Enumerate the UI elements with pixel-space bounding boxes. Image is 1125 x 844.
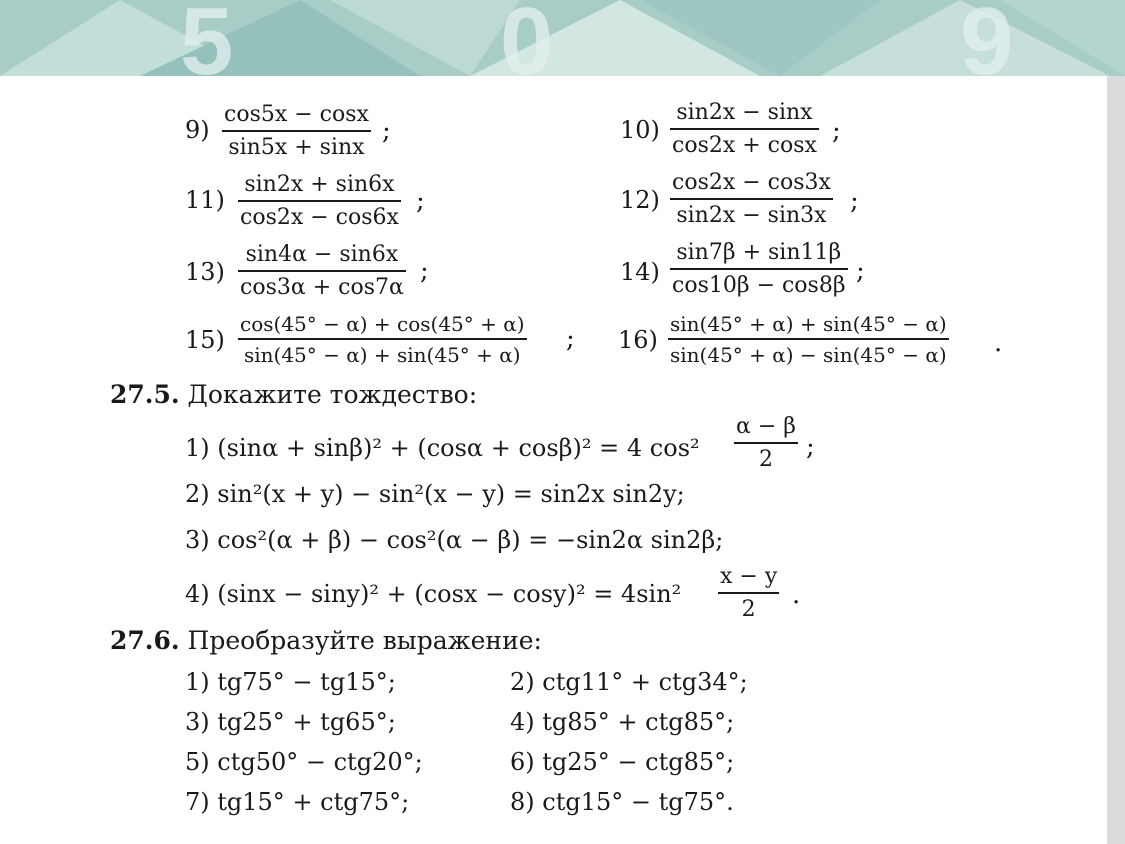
fraction — [238, 314, 527, 365]
numerator: cos2x − cos3x — [672, 170, 831, 195]
svg-text:9: 9 — [960, 0, 1014, 76]
svg-text:0: 0 — [500, 0, 554, 76]
fraction — [670, 172, 833, 227]
section-title: Докажите тождество: — [187, 380, 478, 409]
numerator: sin4α − sin6x — [245, 242, 399, 267]
header-banner — [0, 0, 1125, 76]
exercise-item: 2) ctg11° + ctg34°; — [510, 668, 748, 696]
denominator: cos2x + cosx — [672, 133, 817, 158]
numerator: sin7β + sin11β — [676, 240, 842, 265]
identity-3: 3) cos²(α + β) − cos²(α − β) = −sin2α sin2β; — [185, 526, 724, 554]
numerator: sin(45° + α) + sin(45° − α) — [670, 312, 947, 336]
exercise-item: 3) tg25° + tg65°; — [185, 708, 396, 736]
section-number: 27.5. — [110, 380, 180, 409]
section-heading — [110, 382, 477, 407]
numerator: sin2x + sin6x — [244, 172, 395, 197]
denominator: sin2x − sin3x — [676, 203, 827, 228]
identity-4: 4) (sinx − siny)² + (cosx − cosy)² = 4sin² — [185, 580, 682, 608]
exercise-item: 1) tg75° − tg15°; — [185, 668, 396, 696]
numerator: cos(45° − α) + cos(45° + α) — [240, 312, 525, 336]
numerator: x − y — [720, 564, 778, 589]
punctuation: ; — [382, 116, 391, 146]
exercise-item: 8) ctg15° − tg75°. — [510, 788, 734, 816]
banner-decoration — [0, 0, 1125, 76]
item-label: 13) — [185, 258, 225, 286]
denominator: 2 — [741, 597, 756, 622]
punctuation: ; — [566, 324, 575, 354]
item-label: 15) — [185, 326, 225, 354]
item-label: 14) — [620, 258, 660, 286]
punctuation: . — [792, 580, 801, 610]
identity-2: 2) sin²(x + y) − sin²(x − y) = sin2x sin2y; — [185, 480, 685, 508]
section-heading — [110, 628, 542, 653]
fraction — [718, 566, 779, 621]
punctuation: ; — [420, 256, 429, 286]
punctuation: ; — [806, 432, 815, 462]
item-label: 12) — [620, 186, 660, 214]
fraction — [238, 244, 406, 299]
fraction — [670, 242, 848, 297]
punctuation: ; — [832, 116, 841, 146]
denominator: 2 — [759, 447, 773, 472]
fraction — [222, 104, 371, 159]
section-number: 27.6. — [110, 626, 180, 655]
exercise-item: 6) tg25° − ctg85°; — [510, 748, 735, 776]
page-edge — [1107, 76, 1125, 844]
numerator: cos5x − cosx — [224, 102, 369, 127]
identity-1: 1) (sinα + sinβ)² + (cosα + cosβ)² = 4 cos² — [185, 434, 700, 462]
punctuation: ; — [856, 256, 865, 286]
exercise-item: 7) tg15° + ctg75°; — [185, 788, 410, 816]
punctuation: ; — [850, 186, 859, 216]
denominator: cos2x − cos6x — [240, 205, 399, 230]
punctuation: ; — [416, 186, 425, 216]
numerator: α − β — [736, 414, 796, 439]
section-title: Преобразуйте выражение: — [187, 626, 542, 655]
exercise-item: 5) ctg50° − ctg20°; — [185, 748, 423, 776]
item-label: 10) — [620, 116, 660, 144]
fraction — [668, 314, 949, 365]
item-label: 16) — [618, 326, 658, 354]
denominator: sin(45° + α) − sin(45° − α) — [670, 343, 947, 367]
fraction — [670, 102, 819, 157]
denominator: cos3α + cos7α — [240, 275, 404, 300]
item-label: 11) — [185, 186, 225, 214]
denominator: sin(45° − α) + sin(45° + α) — [243, 343, 521, 367]
fraction — [734, 416, 798, 471]
punctuation: . — [994, 328, 1003, 358]
denominator: cos10β − cos8β — [672, 273, 846, 298]
item-label: 9) — [185, 116, 210, 144]
fraction — [238, 174, 401, 229]
svg-text:5: 5 — [180, 0, 234, 76]
numerator: sin2x − sinx — [676, 100, 813, 125]
exercise-item: 4) tg85° + ctg85°; — [510, 708, 735, 736]
denominator: sin5x + sinx — [228, 135, 365, 160]
